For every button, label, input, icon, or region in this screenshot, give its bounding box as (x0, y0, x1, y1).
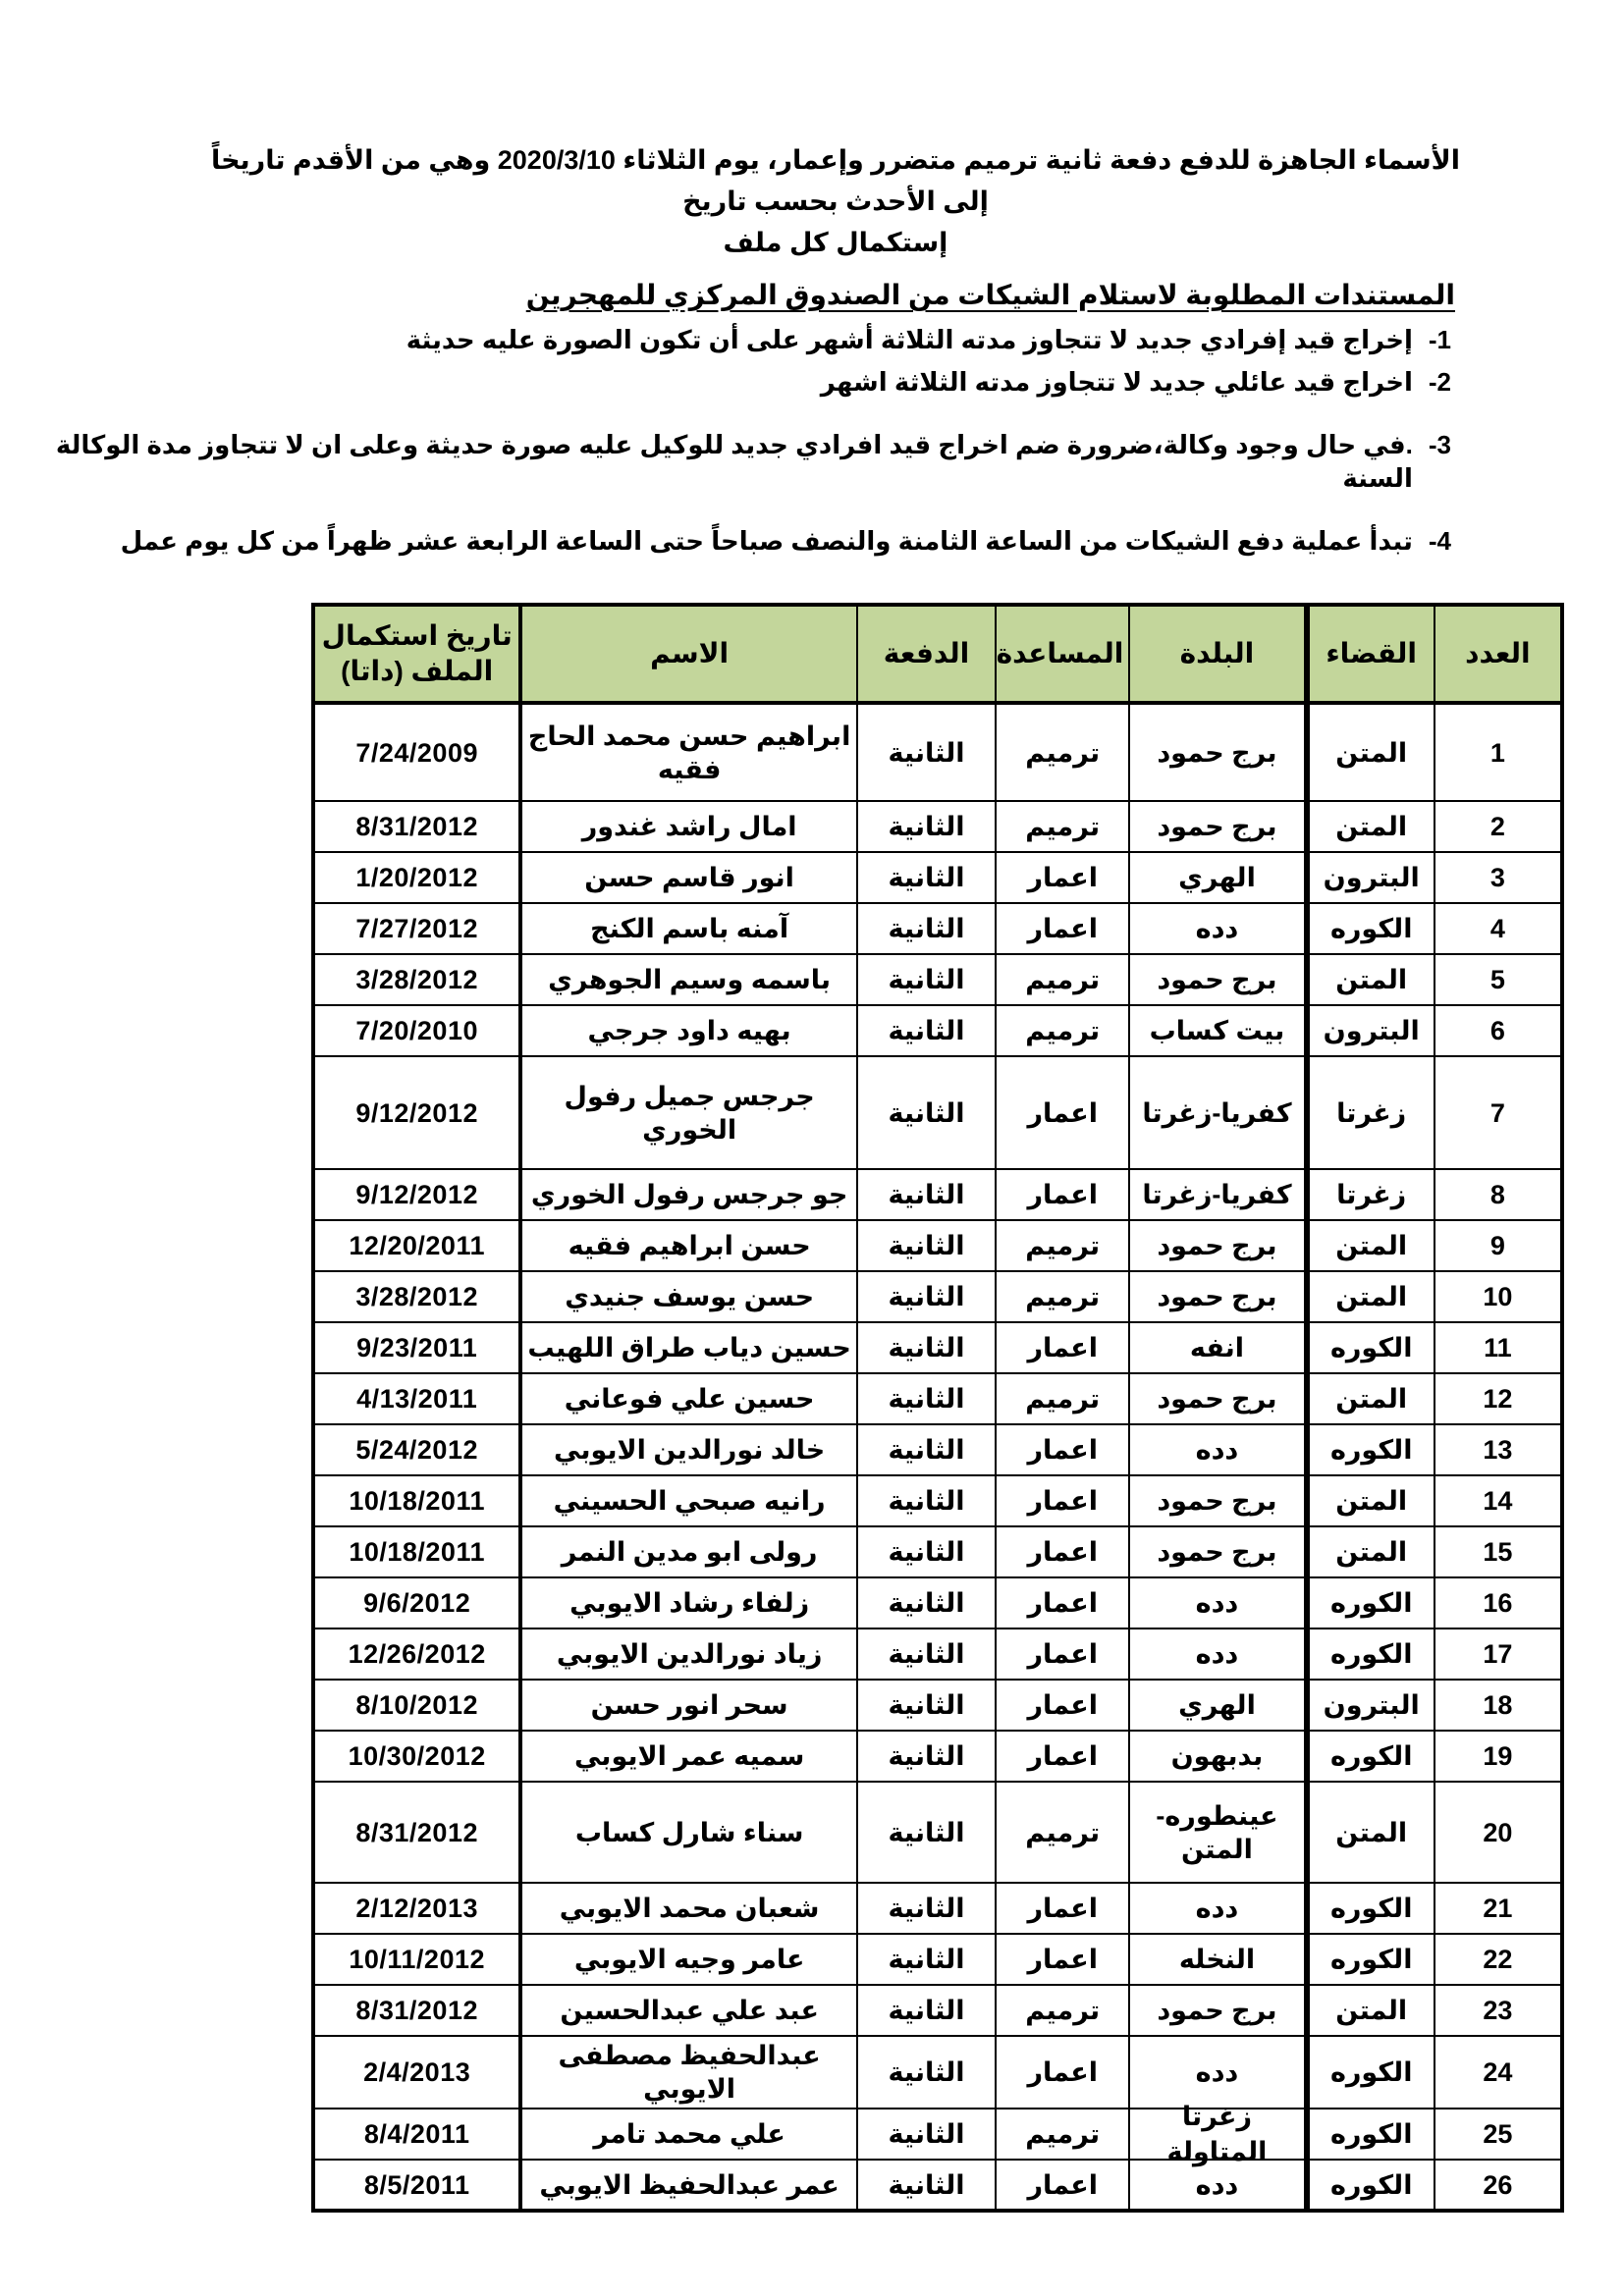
cell-batch: الثانية (857, 1005, 996, 1056)
cell-town: برج حمود (1129, 1475, 1306, 1526)
cell-date: 7/24/2009 (313, 703, 520, 801)
cell-district: البترون (1307, 1005, 1435, 1056)
header-count: العدد (1435, 605, 1562, 703)
cell-date: 8/10/2012 (313, 1680, 520, 1731)
cell-name: سناء شارل كساب (520, 1782, 857, 1883)
cell-batch: الثانية (857, 1169, 996, 1220)
cell-aid: اعمار (996, 1056, 1129, 1169)
cell-town: بيت كساب (1129, 1005, 1306, 1056)
cell-district: الكوره (1307, 2109, 1435, 2160)
cell-name: شعبان محمد الايوبي (520, 1883, 857, 1934)
cell-town: دده (1129, 1629, 1306, 1680)
cell-date: 8/4/2011 (313, 2109, 520, 2160)
cell-district: البترون (1307, 852, 1435, 903)
note-item-2 (0, 365, 1451, 399)
header-town: البلدة (1129, 605, 1306, 703)
cell-district: البترون (1307, 1680, 1435, 1731)
cell-name: جو جرجس رفول الخوري (520, 1169, 857, 1220)
table-row (313, 1373, 1562, 1424)
cell-name: حسين دياب طراق اللهيب (520, 1322, 857, 1373)
cell-num: 6 (1435, 1005, 1562, 1056)
table-row (313, 1424, 1562, 1475)
cell-district: الكوره (1307, 1577, 1435, 1629)
cell-aid: اعمار (996, 903, 1129, 954)
cell-name: ابراهيم حسن محمد الحاج فقيه (520, 703, 857, 801)
cell-town: دده (1129, 2160, 1306, 2211)
table-row (313, 1629, 1562, 1680)
beneficiaries-table (311, 603, 1564, 2213)
cell-district: المتن (1307, 801, 1435, 852)
cell-name: عبد علي عبدالحسين (520, 1985, 857, 2036)
table-row (313, 2036, 1562, 2109)
cell-name: زياد نورالدين الايوبي (520, 1629, 857, 1680)
cell-town: برج حمود (1129, 1985, 1306, 2036)
note-marker: 2- (1428, 367, 1451, 397)
cell-town: برج حمود (1129, 1373, 1306, 1424)
cell-town: الهري (1129, 1680, 1306, 1731)
note-text: .في حال وجود وكالة،ضرورة ضم اخراج قيد افرادي جديد للوكيل عليه صورة حديثة وعلى ان لا تتجاوز مدة الوكالة السنة (55, 430, 1413, 493)
cell-town: دده (1129, 1883, 1306, 1934)
cell-district: الكوره (1307, 1629, 1435, 1680)
cell-num: 22 (1435, 1934, 1562, 1985)
note-marker: 4- (1428, 526, 1451, 556)
cell-num: 19 (1435, 1731, 1562, 1782)
cell-aid: اعمار (996, 1629, 1129, 1680)
table-row (313, 1056, 1562, 1169)
cell-num: 1 (1435, 703, 1562, 801)
cell-num: 8 (1435, 1169, 1562, 1220)
notes-list (0, 323, 1451, 558)
cell-aid: ترميم (996, 1985, 1129, 2036)
note-marker: 3- (1428, 430, 1451, 459)
cell-num: 26 (1435, 2160, 1562, 2211)
cell-district: الكوره (1307, 2160, 1435, 2211)
cell-district: المتن (1307, 1220, 1435, 1271)
cell-batch: الثانية (857, 2160, 996, 2211)
cell-name: باسمه وسيم الجوهري (520, 954, 857, 1005)
cell-batch: الثانية (857, 1526, 996, 1577)
cell-date: 5/24/2012 (313, 1424, 520, 1475)
table-row (313, 1680, 1562, 1731)
cell-name: حسن يوسف جنيدي (520, 1271, 857, 1322)
intro-line-2: إستكمال كل ملف (723, 228, 948, 257)
cell-name: خالد نورالدين الايوبي (520, 1424, 857, 1475)
cell-aid: اعمار (996, 1934, 1129, 1985)
cell-num: 2 (1435, 801, 1562, 852)
cell-batch: الثانية (857, 1629, 996, 1680)
cell-district: المتن (1307, 703, 1435, 801)
cell-aid: اعمار (996, 1424, 1129, 1475)
cell-name: رولى ابو مدين النمر (520, 1526, 857, 1577)
cell-aid: ترميم (996, 1782, 1129, 1883)
header-aid: المساعدة (996, 605, 1129, 703)
table-row (313, 1526, 1562, 1577)
cell-batch: الثانية (857, 2036, 996, 2109)
cell-date: 3/28/2012 (313, 954, 520, 1005)
cell-date: 8/31/2012 (313, 801, 520, 852)
note-item-3 (0, 428, 1451, 495)
cell-name: آمنه باسم الكنج (520, 903, 857, 954)
cell-aid: اعمار (996, 1883, 1129, 1934)
section-heading (0, 279, 1455, 311)
table-row (313, 1883, 1562, 1934)
cell-town: برج حمود (1129, 1220, 1306, 1271)
cell-district: المتن (1307, 1475, 1435, 1526)
header-file-date: تاريخ استكمال الملف (داتا) (313, 605, 520, 703)
table-row (313, 1005, 1562, 1056)
intro-line-1: الأسماء الجاهزة للدفع دفعة ثانية ترميم متضرر وإعمار، يوم الثلاثاء 2020/3/10 وهي من الأقدم تاريخاً إلى الأحدث بحسب تاريخ (210, 145, 1461, 216)
cell-town: دده (1129, 1577, 1306, 1629)
cell-aid: اعمار (996, 1731, 1129, 1782)
cell-batch: الثانية (857, 1934, 996, 1985)
table-row (313, 2109, 1562, 2160)
header-row (313, 605, 1562, 703)
cell-date: 12/20/2011 (313, 1220, 520, 1271)
cell-date: 1/20/2012 (313, 852, 520, 903)
cell-name: بهيه داود جرجي (520, 1005, 857, 1056)
cell-aid: اعمار (996, 2160, 1129, 2211)
cell-num: 7 (1435, 1056, 1562, 1169)
table-row (313, 852, 1562, 903)
cell-name: سميه عمر الايوبي (520, 1731, 857, 1782)
cell-aid: ترميم (996, 2109, 1129, 2160)
table-row (313, 1322, 1562, 1373)
cell-aid: ترميم (996, 1220, 1129, 1271)
cell-aid: اعمار (996, 1169, 1129, 1220)
cell-date: 9/12/2012 (313, 1056, 520, 1169)
cell-name: علي محمد تامر (520, 2109, 857, 2160)
cell-name: امال راشد غندور (520, 801, 857, 852)
table-row (313, 1220, 1562, 1271)
cell-batch: الثانية (857, 703, 996, 801)
cell-batch: الثانية (857, 1731, 996, 1782)
cell-date: 12/26/2012 (313, 1629, 520, 1680)
cell-batch: الثانية (857, 1322, 996, 1373)
cell-date: 8/31/2012 (313, 1985, 520, 2036)
cell-town: الهري (1129, 852, 1306, 903)
cell-aid: ترميم (996, 1373, 1129, 1424)
cell-num: 18 (1435, 1680, 1562, 1731)
cell-date: 10/30/2012 (313, 1731, 520, 1782)
cell-date: 3/28/2012 (313, 1271, 520, 1322)
table-body (313, 703, 1562, 2211)
table-row (313, 903, 1562, 954)
cell-num: 24 (1435, 2036, 1562, 2109)
town-overflow-text: زغرتا المتاولة (1166, 2102, 1268, 2166)
cell-num: 20 (1435, 1782, 1562, 1883)
cell-num: 5 (1435, 954, 1562, 1005)
table-row (313, 1731, 1562, 1782)
cell-date: 9/12/2012 (313, 1169, 520, 1220)
cell-num: 4 (1435, 903, 1562, 954)
header-batch: الدفعة (857, 605, 996, 703)
cell-town: النخله (1129, 1934, 1306, 1985)
cell-date: 4/13/2011 (313, 1373, 520, 1424)
cell-name: عبدالحفيظ مصطفى الايوبي (520, 2036, 857, 2109)
note-text: تبدأ عملية دفع الشيكات من الساعة الثامنة والنصف صباحاً حتى الساعة الرابعة عشر ظهراً من كل يوم عمل (120, 526, 1413, 556)
table-row (313, 1934, 1562, 1985)
cell-town: كفريا-زغرتا (1129, 1169, 1306, 1220)
table-row (313, 954, 1562, 1005)
table-row (313, 1475, 1562, 1526)
cell-aid: ترميم (996, 801, 1129, 852)
cell-town: عينطوره-المتن (1129, 1782, 1306, 1883)
cell-town: دده (1129, 903, 1306, 954)
table-row (313, 1271, 1562, 1322)
cell-batch: الثانية (857, 954, 996, 1005)
cell-district: زغرتا (1307, 1056, 1435, 1169)
cell-town: برج حمود (1129, 703, 1306, 801)
cell-name: سحر انور حسن (520, 1680, 857, 1731)
cell-district: المتن (1307, 1985, 1435, 2036)
cell-aid: ترميم (996, 1005, 1129, 1056)
cell-date: 10/18/2011 (313, 1475, 520, 1526)
cell-num: 3 (1435, 852, 1562, 903)
note-item-4 (0, 524, 1451, 558)
table-head (313, 605, 1562, 703)
section-heading-text: المستندات المطلوبة لاستلام الشيكات من الصندوق المركزي للمهجرين (525, 280, 1455, 310)
cell-district: الكوره (1307, 1424, 1435, 1475)
cell-name: عامر وجيه الايوبي (520, 1934, 857, 1985)
cell-num: 12 (1435, 1373, 1562, 1424)
cell-aid: اعمار (996, 1526, 1129, 1577)
cell-num: 14 (1435, 1475, 1562, 1526)
cell-batch: الثانية (857, 1883, 996, 1934)
cell-district: المتن (1307, 1526, 1435, 1577)
cell-num: 15 (1435, 1526, 1562, 1577)
cell-batch: الثانية (857, 1056, 996, 1169)
cell-aid: ترميم (996, 703, 1129, 801)
cell-batch: الثانية (857, 1680, 996, 1731)
cell-batch: الثانية (857, 1985, 996, 2036)
cell-town: دده (1129, 2036, 1306, 2109)
cell-aid: اعمار (996, 2036, 1129, 2109)
table-row (313, 1782, 1562, 1883)
table-row (313, 1169, 1562, 1220)
cell-date: 2/12/2013 (313, 1883, 520, 1934)
header-name: الاسم (520, 605, 857, 703)
cell-town: برج حمود (1129, 801, 1306, 852)
cell-aid: اعمار (996, 852, 1129, 903)
cell-date: 9/23/2011 (313, 1322, 520, 1373)
cell-town: كفريا-زغرتا (1129, 1056, 1306, 1169)
cell-town (1129, 2102, 1306, 2166)
cell-aid: اعمار (996, 1577, 1129, 1629)
cell-date: 10/18/2011 (313, 1526, 520, 1577)
note-item-1 (0, 323, 1451, 356)
cell-num: 21 (1435, 1883, 1562, 1934)
cell-date: 8/5/2011 (313, 2160, 520, 2211)
cell-district: المتن (1307, 1373, 1435, 1424)
cell-name: عمر عبدالحفيظ الايوبي (520, 2160, 857, 2211)
intro-paragraph (206, 139, 1465, 263)
cell-date: 7/27/2012 (313, 903, 520, 954)
note-text: إخراج قيد إفرادي جديد لا تتجاوز مدته الثلاثة أشهر على أن تكون الصورة عليه حديثة (406, 325, 1413, 354)
table-row (313, 1577, 1562, 1629)
cell-batch: الثانية (857, 801, 996, 852)
table-row (313, 703, 1562, 801)
cell-date: 9/6/2012 (313, 1577, 520, 1629)
cell-district: زغرتا (1307, 1169, 1435, 1220)
cell-batch: الثانية (857, 1373, 996, 1424)
header-district: القضاء (1307, 605, 1435, 703)
cell-batch: الثانية (857, 1424, 996, 1475)
cell-district: المتن (1307, 1782, 1435, 1883)
cell-name: انور قاسم حسن (520, 852, 857, 903)
cell-town: برج حمود (1129, 1271, 1306, 1322)
cell-aid: اعمار (996, 1475, 1129, 1526)
cell-district: الكوره (1307, 903, 1435, 954)
cell-date: 2/4/2013 (313, 2036, 520, 2109)
cell-name: حسين علي فوعاني (520, 1373, 857, 1424)
cell-district: الكوره (1307, 2036, 1435, 2109)
cell-district: الكوره (1307, 1934, 1435, 1985)
cell-num: 16 (1435, 1577, 1562, 1629)
table-row (313, 1985, 1562, 2036)
note-marker: 1- (1428, 325, 1451, 354)
cell-num: 25 (1435, 2109, 1562, 2160)
cell-batch: الثانية (857, 1475, 996, 1526)
cell-batch: الثانية (857, 2109, 996, 2160)
cell-num: 10 (1435, 1271, 1562, 1322)
cell-town: برج حمود (1129, 954, 1306, 1005)
cell-date: 10/11/2012 (313, 1934, 520, 1985)
cell-name: حسن ابراهيم فقيه (520, 1220, 857, 1271)
cell-town: بدبهون (1129, 1731, 1306, 1782)
cell-district: الكوره (1307, 1883, 1435, 1934)
cell-batch: الثانية (857, 1271, 996, 1322)
cell-aid: ترميم (996, 1271, 1129, 1322)
table-row (313, 2160, 1562, 2211)
cell-town: انفه (1129, 1322, 1306, 1373)
cell-batch: الثانية (857, 903, 996, 954)
cell-date: 7/20/2010 (313, 1005, 520, 1056)
cell-num: 23 (1435, 1985, 1562, 2036)
cell-aid: ترميم (996, 954, 1129, 1005)
cell-date: 8/31/2012 (313, 1782, 520, 1883)
cell-name: جرجس جميل رفول الخوري (520, 1056, 857, 1169)
cell-num: 13 (1435, 1424, 1562, 1475)
cell-district: الكوره (1307, 1731, 1435, 1782)
cell-num: 17 (1435, 1629, 1562, 1680)
cell-batch: الثانية (857, 1782, 996, 1883)
cell-batch: الثانية (857, 852, 996, 903)
cell-district: المتن (1307, 954, 1435, 1005)
cell-num: 11 (1435, 1322, 1562, 1373)
table-row (313, 801, 1562, 852)
cell-batch: الثانية (857, 1577, 996, 1629)
cell-aid: اعمار (996, 1680, 1129, 1731)
note-text: اخراج قيد عائلي جديد لا تتجاوز مدته الثلاثة اشهر (820, 367, 1413, 397)
cell-num: 9 (1435, 1220, 1562, 1271)
cell-name: زلفاء رشاد الايوبي (520, 1577, 857, 1629)
cell-batch: الثانية (857, 1220, 996, 1271)
cell-district: المتن (1307, 1271, 1435, 1322)
cell-district: الكوره (1307, 1322, 1435, 1373)
cell-town: برج حمود (1129, 1526, 1306, 1577)
cell-name: رانيه صبحي الحسيني (520, 1475, 857, 1526)
cell-aid: اعمار (996, 1322, 1129, 1373)
cell-town: دده (1129, 1424, 1306, 1475)
